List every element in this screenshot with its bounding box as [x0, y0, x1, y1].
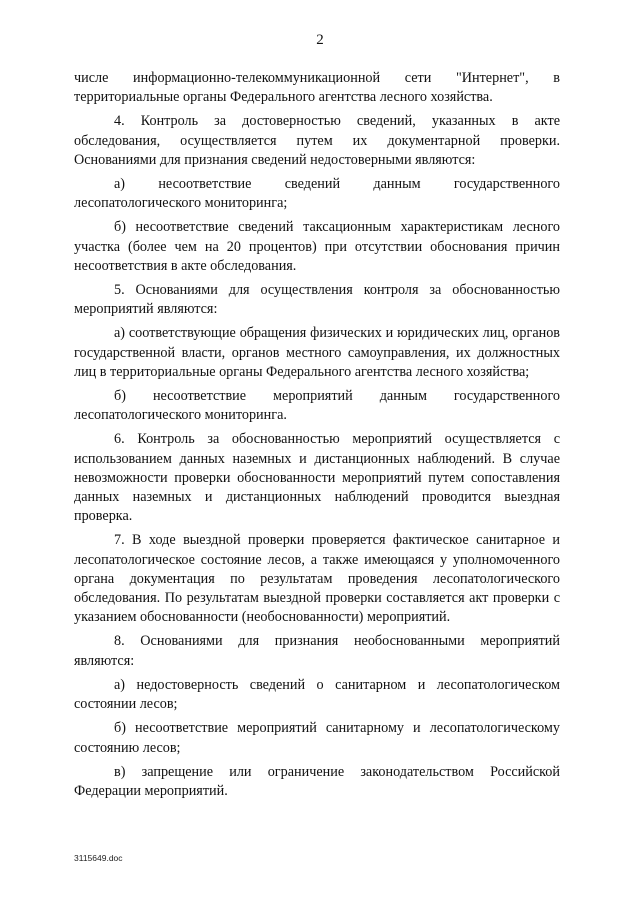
- paragraph-item-5: 5. Основаниями для осуществления контроля за обоснованностью мероприятий являются:: [74, 282, 560, 318]
- page-number: 2: [316, 32, 324, 48]
- paragraph-item-7: 7. В ходе выездной проверки проверяется фактическое санитарное и лесопатологическое состояние лесов, а также имеющаяся у уполномоченного органа документация по результатам проведения лесопатологического обследования. По результатам выездной проверки составляется акт проверки с указанием обоснованности (необоснованности) мероприятий.: [74, 532, 560, 626]
- paragraph-item-8c: в) запрещение или ограничение законодательством Российской Федерации мероприятий.: [74, 763, 560, 799]
- paragraph-item-5b: б) несоответствие мероприятий данным государственного лесопатологического мониторинга.: [74, 388, 560, 424]
- paragraph-item-4b: б) несоответствие сведений таксационным характеристикам лесного участка (более чем на 20 процентов) при отсутствии обоснования причин несоответствия в акте обследования.: [74, 219, 560, 274]
- paragraph-continuation: числе информационно-телекоммуникационной сети "Интернет", в территориальные органы Федерального агентства лесного хозяйства.: [74, 70, 560, 106]
- paragraph-item-6: 6. Контроль за обоснованностью мероприятий осуществляется с использованием данных наземных и дистанционных наблюдений. В случае невозможности проверки обоснованности мероприятий путем сопоставления данных наземных и дистанционных наблюдений проводится выездная проверка.: [74, 431, 560, 525]
- paragraph-item-4a: а) несоответствие сведений данным государственного лесопатологического мониторинга;: [74, 176, 560, 212]
- paragraph-item-5a: а) соответствующие обращения физических и юридических лиц, органов государственной власти, органов местного самоуправления, их должностных лиц в территориальные органы Федерального агентства лесного хозяйства;: [74, 325, 560, 380]
- document-body: [74, 69, 560, 806]
- paragraph-item-8: 8. Основаниями для признания необоснованными мероприятий являются:: [74, 633, 560, 669]
- paragraph-item-8b: б) несоответствие мероприятий санитарному и лесопатологическому состоянию лесов;: [74, 720, 560, 756]
- document-filename: 3115649.doc: [74, 853, 123, 863]
- paragraph-item-4: 4. Контроль за достоверностью сведений, указанных в акте обследования, осуществляется путем их документарной проверки. Основаниями для признания сведений недостоверными являются:: [74, 113, 560, 168]
- paragraph-item-8a: а) недостоверность сведений о санитарном и лесопатологическом состоянии лесов;: [74, 676, 560, 713]
